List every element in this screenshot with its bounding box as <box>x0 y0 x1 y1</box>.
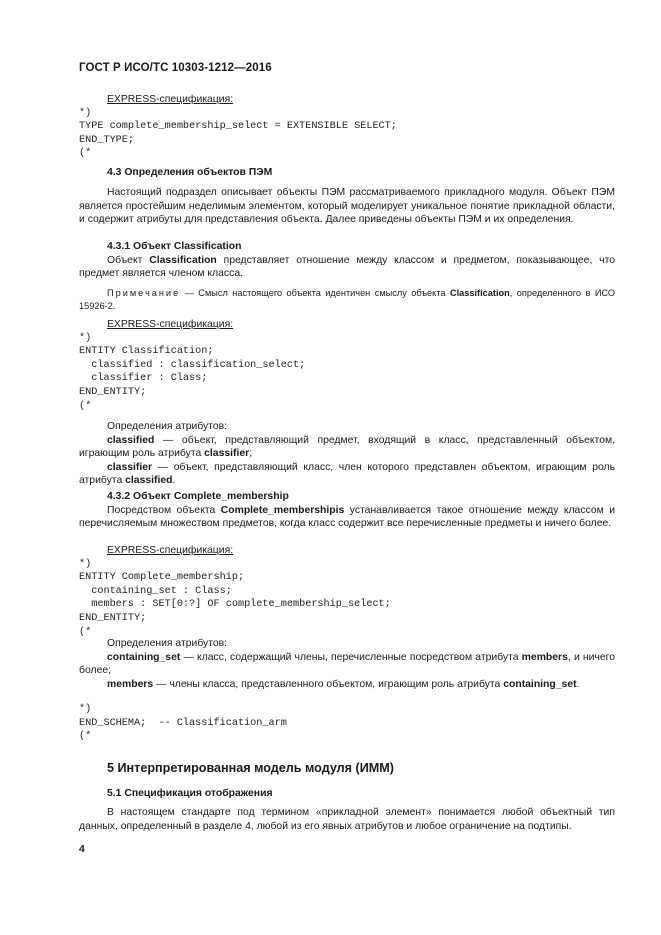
code-open: *) <box>79 704 92 715</box>
code-line: END_TYPE; <box>79 134 135 146</box>
code-line: END_ENTITY; <box>79 612 147 624</box>
section-5-1-body <box>79 806 615 833</box>
code-line: END_ENTITY; <box>79 386 147 398</box>
code-open: *) <box>79 107 92 119</box>
attr-definition: classified — объект, представляющий предмет, входящий в класс, представленный объектом, играющим роль атрибута classifier; <box>79 434 615 460</box>
code-open: *) <box>79 332 92 344</box>
code-line: classifier : Class; <box>79 373 208 385</box>
code-close: (* <box>79 400 92 412</box>
express-label: EXPRESS-спецификация: <box>107 319 234 330</box>
attr-heading: Определения атрибутов: <box>107 421 228 432</box>
note-label: Примечание <box>107 288 181 298</box>
section-title: 4.3.2 Объект Complete_membership <box>107 491 289 502</box>
end-schema-block <box>79 703 615 744</box>
section-title: 5.1 Спецификация отображения <box>107 788 273 799</box>
code-line: ENTITY Complete_membership; <box>79 572 245 584</box>
attr-definition: classifier — объект, представляющий класс, член которого представлен объектом, играющим роль атрибута classified. <box>79 461 615 487</box>
paragraph: В настоящем стандарте под термином «прикладной элемент» понимается любой объектный тип данных, определенный в разделе 4, любой из его явных атрибутов и любое ограничение на подтипы. <box>79 807 615 832</box>
complete-membership-attributes <box>79 637 615 691</box>
code-open: *) <box>79 558 92 570</box>
classification-express-block <box>79 318 615 413</box>
section-5-1 <box>79 787 615 801</box>
page-number: 4 <box>79 844 85 855</box>
paragraph: Настоящий подраздел описывает объекты ПЭМ рассматриваемого прикладного модуля. Объект ПЭМ является простейшим неделимым элементом, который моделирует уникальное понятие прикладной области, и содержит атрибуты для представления объекта. Далее приведены объекты ПЭМ и их определения. <box>79 187 615 226</box>
code-line: TYPE complete_membership_select = EXTENSIBLE SELECT; <box>79 121 397 133</box>
code-close: (* <box>79 148 92 160</box>
section-title: 4.3 Определения объектов ПЭМ <box>107 167 273 178</box>
section-title: 4.3.1 Объект Classification <box>107 241 242 252</box>
code-close: (* <box>79 626 92 638</box>
paragraph: Посредством объекта Complete_membershipis устанавливается такое отношение между классом и перечисляемым множеством предметов, когда класс содержит все перечисленные предметы и ничего более. <box>79 504 615 530</box>
attr-definition: members — члены класса, представленного объектом, играющим роль атрибута containing_set. <box>107 678 580 690</box>
classification-attributes <box>79 420 615 488</box>
code-line: classified : classification_select; <box>79 359 306 371</box>
document-header: ГОСТ Р ИСО/ТС 10303-1212—2016 <box>79 62 272 74</box>
attr-heading: Определения атрибутов: <box>107 638 228 649</box>
paragraph: Объект Classification представляет отношение между классом и предметом, показывающее, что предмет является членом класса. <box>79 254 615 280</box>
code-line: END_SCHEMA; -- Classification_arm <box>79 717 287 729</box>
complete-membership-express-block <box>79 544 615 639</box>
type-express-block <box>79 93 615 161</box>
chapter-title: 5 Интерпретированная модель модуля (ИММ) <box>107 761 394 775</box>
attr-definition: containing_set — класс, содержащий члены, перечисленные посредством атрибута members, и ничего более; <box>79 651 615 677</box>
section-4-3 <box>79 166 615 180</box>
section-5 <box>79 762 615 776</box>
express-label: EXPRESS-спецификация: <box>107 545 234 556</box>
code-close: (* <box>79 731 92 743</box>
code-line: ENTITY Classification; <box>79 346 214 358</box>
note: Примечание — Смысл настоящего объекта идентичен смыслу объекта Classification, определенного в ИСО 15926-2. <box>79 288 616 311</box>
section-4-3-body <box>79 186 615 227</box>
section-4-3-1 <box>79 240 615 281</box>
section-4-3-2 <box>79 490 615 531</box>
code-line: members : SET[0:?] OF complete_membership_select; <box>79 599 391 611</box>
express-label: EXPRESS-спецификация: <box>107 94 234 105</box>
code-line: containing_set : Class; <box>79 585 232 597</box>
